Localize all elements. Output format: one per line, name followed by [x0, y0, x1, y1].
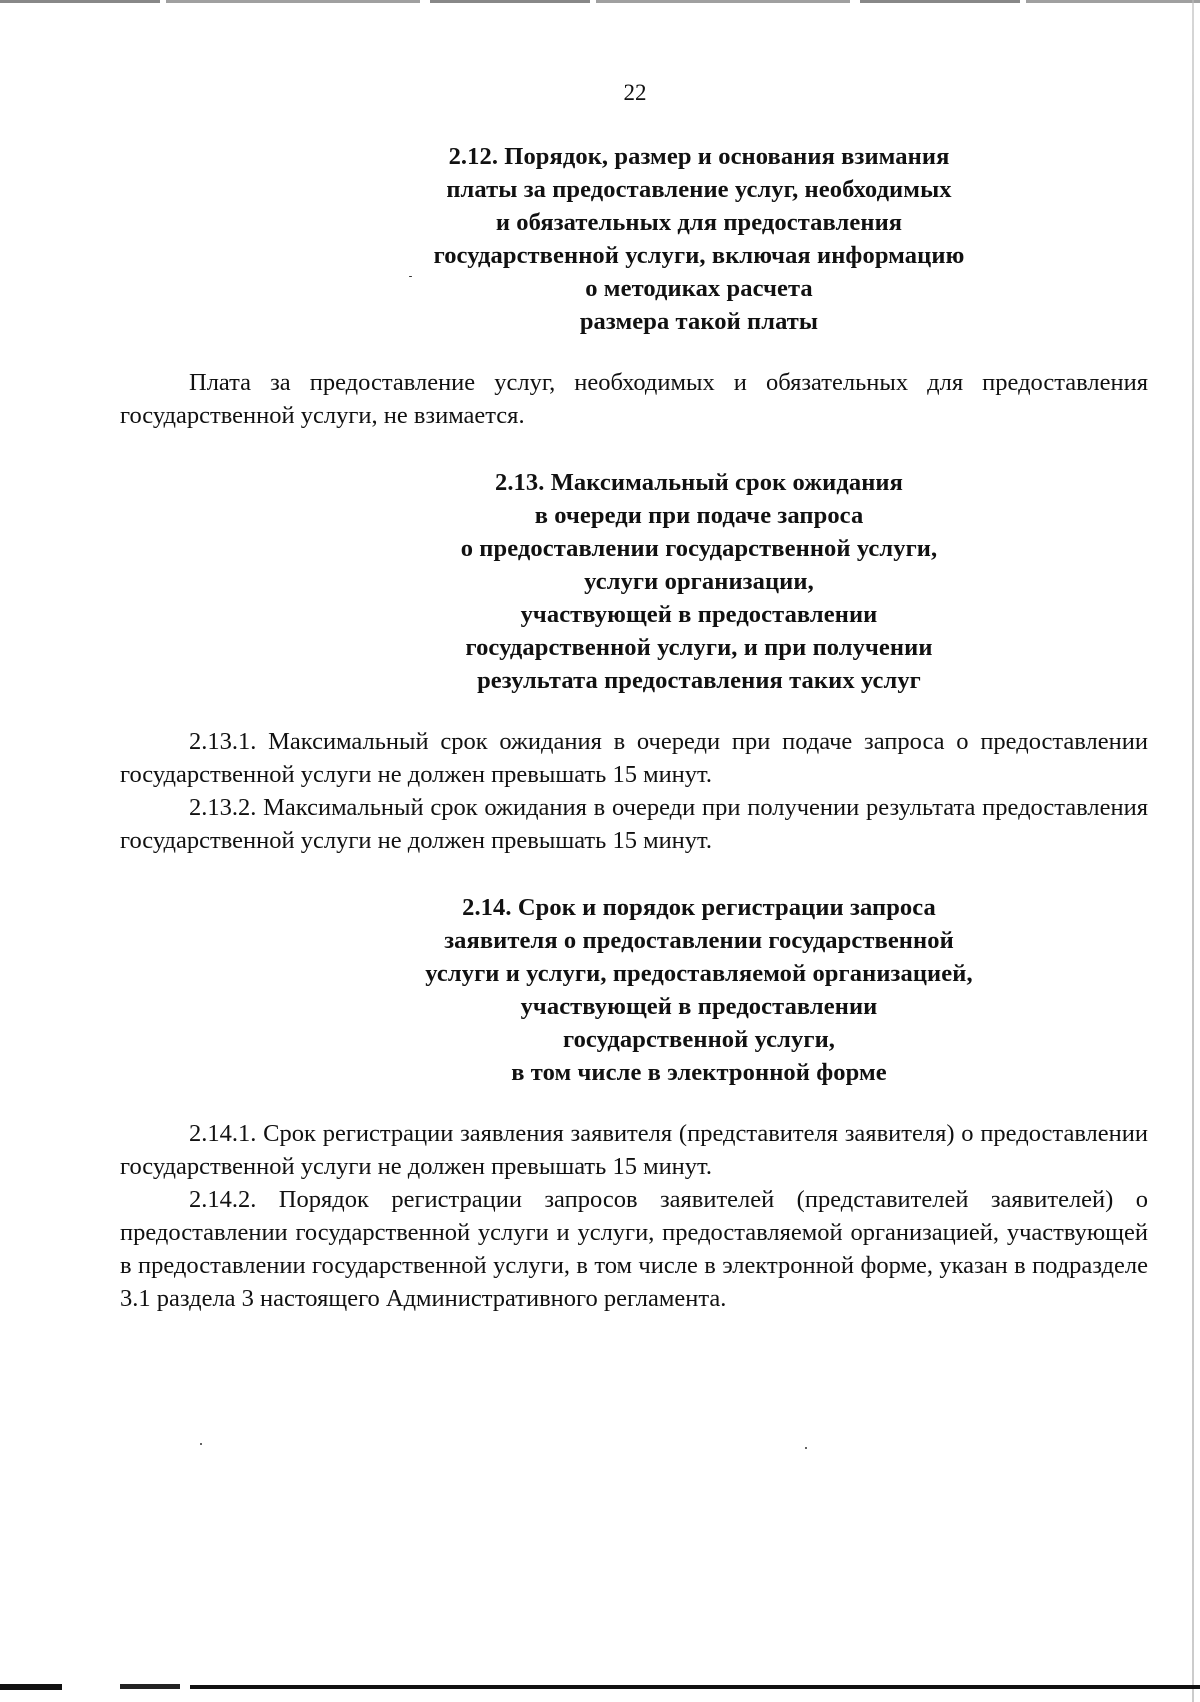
section-heading — [120, 891, 1148, 1089]
heading-line: 2.14. Срок и порядок регистрации запроса — [462, 894, 936, 921]
scan-edge-bottom — [0, 1684, 1200, 1690]
heading-line: государственной услуги, — [562, 1026, 836, 1053]
scan-edge-top — [0, 0, 1200, 3]
heading-line: участвующей в предоставлении — [520, 993, 878, 1020]
paragraph: 2.13.1. Максимальный срок ожидания в очереди при подаче запроса о предоставлении государственной услуги не должен превышать 15 минут. — [120, 728, 1148, 788]
heading-line: 2.12. Порядок, размер и основания взимания — [448, 143, 950, 170]
scan-speck — [200, 1443, 202, 1445]
section-heading — [120, 140, 1148, 338]
paragraph: 2.13.2. Максимальный срок ожидания в очереди при получении результата предоставления государственной услуги не должен превышать 15 минут. — [120, 794, 1148, 854]
heading-line: государственной услуги, включая информацию — [433, 242, 965, 269]
heading-line: размера такой платы — [579, 308, 819, 335]
scan-speck — [805, 1447, 807, 1449]
heading-line: участвующей в предоставлении — [520, 601, 878, 628]
heading-line: о методиках расчета — [585, 275, 813, 302]
heading-line: и обязательных для предоставления — [495, 209, 903, 236]
scan-edge-right — [1192, 0, 1194, 1702]
heading-line: платы за предоставление услуг, необходимых — [446, 176, 952, 203]
heading-line: о предоставлении государственной услуги, — [460, 535, 938, 562]
paragraph: 2.14.2. Порядок регистрации запросов заявителей (представителей заявителей) о предоставлении государственной услуги и услуги, предоставляемой организацией, участвующей в предоставлении государственной услуги, в том числе в электронной форме, указан в подразделе 3.1 раздела 3 настоящего Административного регламента. — [120, 1186, 1148, 1312]
section-2-12 — [120, 140, 1148, 432]
section-2-13 — [120, 466, 1148, 857]
heading-line: услуги и услуги, предоставляемой организацией, — [425, 960, 973, 987]
heading-line: в очереди при подаче запроса — [534, 502, 864, 529]
paragraph: Плата за предоставление услуг, необходимых и обязательных для предоставления государственной услуги, не взимается. — [120, 369, 1148, 429]
heading-line: в том числе в электронной форме — [511, 1059, 887, 1086]
section-2-14 — [120, 891, 1148, 1315]
heading-line: государственной услуги, и при получении — [465, 634, 933, 661]
heading-line: результата предоставления таких услуг — [477, 667, 921, 694]
heading-line: услуги организации, — [584, 568, 814, 595]
paragraph: 2.14.1. Срок регистрации заявления заявителя (представителя заявителя) о предоставлении государственной услуги не должен превышать 15 минут. — [120, 1120, 1148, 1180]
heading-line: заявителя о предоставлении государственной — [444, 927, 954, 954]
section-heading — [120, 466, 1148, 697]
document-body — [120, 140, 1148, 1349]
heading-line: 2.13. Максимальный срок ожидания — [494, 469, 903, 496]
page-number: 22 — [623, 80, 647, 105]
